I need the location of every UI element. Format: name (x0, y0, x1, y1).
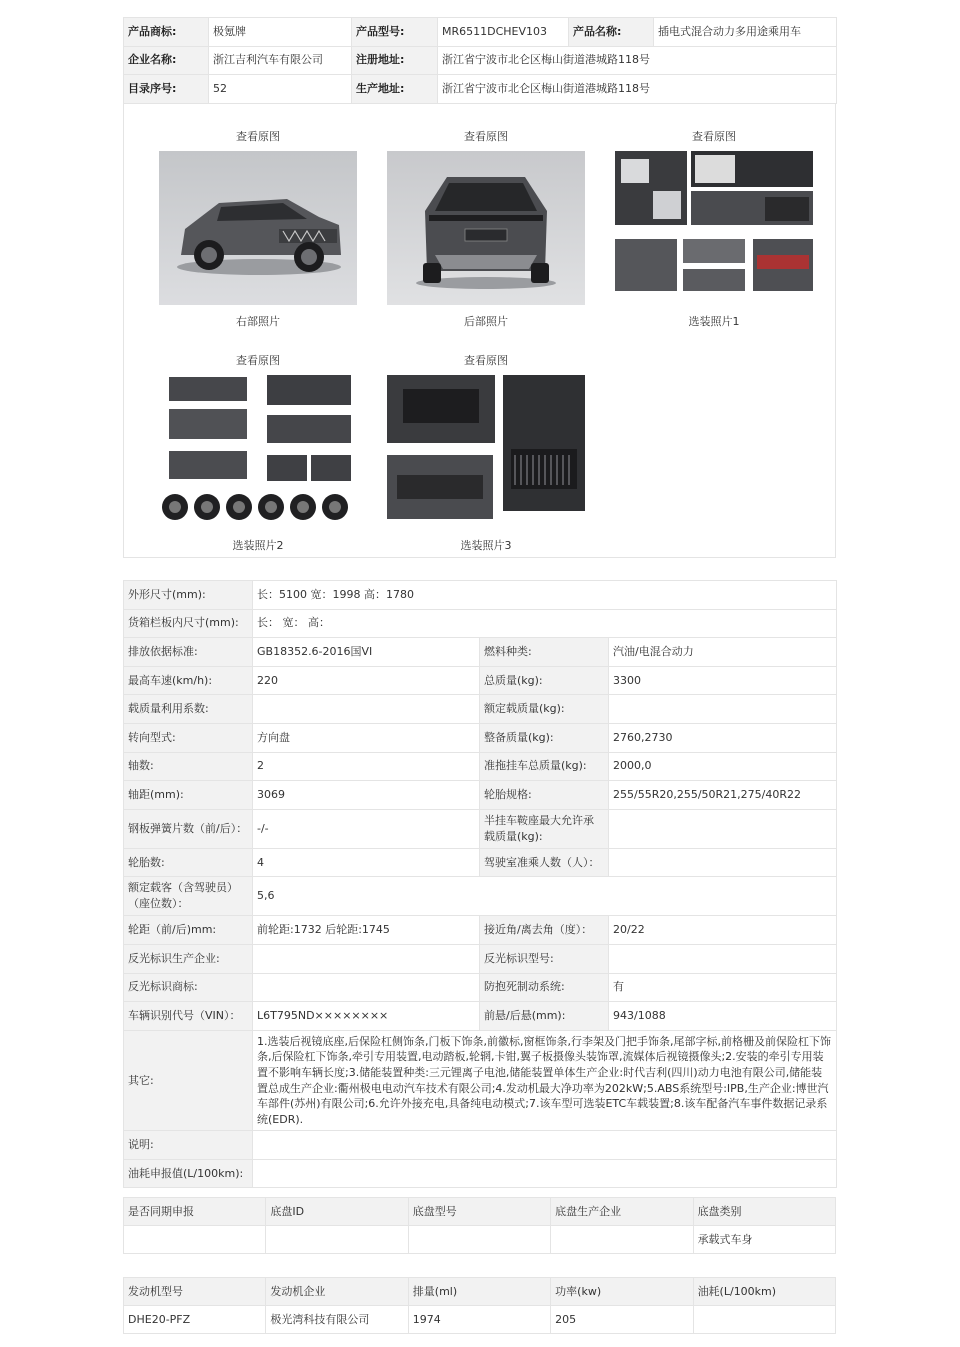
product-info-table (123, 17, 837, 104)
spec-value (253, 973, 480, 1002)
option-collage-2-image (159, 375, 357, 529)
photo-caption: 后部照片 (464, 315, 508, 328)
spec-value: 2 (253, 752, 480, 781)
suv-side-image (159, 151, 357, 305)
spec-value: 943/1088 (609, 1002, 837, 1031)
spec-label: 油耗申报值(L/100km): (124, 1159, 253, 1188)
spec-label: 额定载质量(kg): (480, 695, 609, 724)
engine-section (123, 1277, 836, 1334)
name-label: 产品名称: (569, 18, 654, 47)
photo-caption: 选装照片3 (460, 539, 512, 552)
brand-label: 产品商标: (124, 18, 209, 47)
spec-label: 转向型式: (124, 723, 253, 752)
option-collage-3-image (387, 375, 585, 529)
spec-value: 5,6 (253, 877, 837, 916)
table-row (124, 1131, 837, 1160)
company-value: 浙江吉利汽车有限公司 (209, 46, 352, 75)
column-header: 是否同期申报 (124, 1198, 266, 1226)
spec-label: 说明: (124, 1131, 253, 1160)
spec-value (253, 1159, 837, 1188)
spec-label: 前悬/后悬(mm): (480, 1002, 609, 1031)
engine-table (123, 1277, 836, 1334)
spec-value: 前轮距:1732 后轮距:1745 (253, 916, 480, 945)
spec-label: 驾驶室准乘人数（人）： (480, 848, 609, 877)
spec-value (253, 1131, 837, 1160)
spec-label: 燃料种类: (480, 638, 609, 667)
column-header: 底盘类别 (693, 1198, 835, 1226)
reg-addr-value: 浙江省宁波市北仑区梅山街道港城路118号 (438, 46, 837, 75)
table-row (124, 695, 837, 724)
rear-photo[interactable] (387, 151, 585, 305)
spec-value: GB18352.6-2016国VI (253, 638, 480, 667)
spec-label: 轴距(mm): (124, 781, 253, 810)
option-photo-2[interactable] (159, 375, 357, 529)
option-photo-1[interactable] (615, 151, 813, 305)
spec-label: 车辆识别代号（VIN）： (124, 1002, 253, 1031)
photo-card-option-1 (614, 129, 814, 329)
spec-label: 反光标识生产企业: (124, 944, 253, 973)
spec-label: 轮距（前/后)mm: (124, 916, 253, 945)
right-side-photo[interactable] (159, 151, 357, 305)
table-cell (266, 1226, 408, 1254)
view-original-link[interactable]: 查看原图 (692, 130, 736, 143)
table-row (124, 1306, 836, 1334)
spec-label: 其它: (124, 1030, 253, 1131)
spec-value: 4 (253, 848, 480, 877)
spec-label: 整备质量(kg): (480, 723, 609, 752)
spec-label: 防抱死制动系统: (480, 973, 609, 1002)
column-header: 底盘ID (266, 1198, 408, 1226)
photo-card-option-3 (386, 353, 586, 553)
spec-value (609, 944, 837, 973)
spec-label: 半挂车鞍座最大允许承载质量(kg): (480, 809, 609, 848)
table-row (124, 581, 837, 610)
table-row (124, 916, 837, 945)
view-original-link[interactable]: 查看原图 (464, 354, 508, 367)
photo-caption: 右部照片 (236, 315, 280, 328)
spec-value: 汽油/电混合动力 (609, 638, 837, 667)
table-row (124, 752, 837, 781)
brand-value: 极氪牌 (209, 18, 352, 47)
reg-addr-label: 注册地址: (352, 46, 438, 75)
spec-label: 最高车速(km/h): (124, 666, 253, 695)
table-cell (551, 1226, 693, 1254)
spec-value-other: 1.选装后视镜底座,后保险杠侧饰条,门板下饰条,前徽标,窗框饰条,行李架及门把手饰条,尾部字标,前格栅及前保险杠下饰条,后保险杠下饰条,牵引专用装置,电动踏板,轮辋,卡钳,翼子板摄像头装饰罩,流媒体后视镜摄像头;2.安装的牵引专用装置不影响车辆长度;3.储能装置种类:三元锂离子电池,储能装置单体生产企业:时代吉利(四川)动力电池有限公司,储能装置总成生产企业:衢州极电电动汽车技术有限公司;4.发动机最大净功率为202kW;5.ABS系统型号:IPB,生产企业:博世汽车部件(苏州)有限公司;6.允许外接充电,具备纯电动模式;7.该车型可选装ETC车载装置;8.该车配备汽车事件数据记录系统(EDR). (253, 1030, 837, 1131)
table-header-row (124, 1198, 836, 1226)
photo-card-option-2 (158, 353, 358, 553)
spec-label: 接近角/离去角（度）： (480, 916, 609, 945)
table-row (124, 1002, 837, 1031)
table-row (124, 1159, 837, 1188)
view-original-link[interactable]: 查看原图 (464, 130, 508, 143)
prod-addr-value: 浙江省宁波市北仑区梅山街道港城路118号 (438, 75, 837, 104)
spec-value: 长： 宽： 高： (253, 609, 837, 638)
spec-label: 总质量(kg): (480, 666, 609, 695)
spec-value: 255/55R20,255/50R21,275/40R22 (609, 781, 837, 810)
option-collage-1-image (615, 151, 813, 305)
spec-value: 有 (609, 973, 837, 1002)
option-photo-3[interactable] (387, 375, 585, 529)
spec-label: 反光标识型号: (480, 944, 609, 973)
table-row (124, 781, 837, 810)
table-row (124, 46, 837, 75)
product-info-section (123, 17, 836, 104)
spec-value (253, 944, 480, 973)
table-row (124, 809, 837, 848)
table-cell: 205 (551, 1306, 693, 1334)
spec-value: 20/22 (609, 916, 837, 945)
catalog-value: 52 (209, 75, 352, 104)
spec-label: 排放依据标准: (124, 638, 253, 667)
spec-value: L6T795ND×××××××× (253, 1002, 480, 1031)
column-header: 底盘生产企业 (551, 1198, 693, 1226)
table-row (124, 973, 837, 1002)
suv-rear-image (387, 151, 585, 305)
spec-value (609, 809, 837, 848)
column-header: 油耗(L/100km) (693, 1278, 835, 1306)
spec-value (609, 848, 837, 877)
table-row (124, 848, 837, 877)
table-row (124, 723, 837, 752)
spec-value: 2000,0 (609, 752, 837, 781)
table-cell: 承载式车身 (693, 1226, 835, 1254)
name-value: 插电式混合动力多用途乘用车 (654, 18, 837, 47)
spec-value: -/- (253, 809, 480, 848)
table-row (124, 1226, 836, 1254)
table-row (124, 666, 837, 695)
model-label: 产品型号: (352, 18, 438, 47)
table-cell: DHE20-PFZ (124, 1306, 266, 1334)
column-header: 排量(ml) (408, 1278, 550, 1306)
table-row (124, 877, 837, 916)
spec-label: 轴数: (124, 752, 253, 781)
column-header: 发动机型号 (124, 1278, 266, 1306)
spec-label: 额定载客（含驾驶员）（座位数）： (124, 877, 253, 916)
photo-gallery (123, 103, 836, 558)
chassis-section (123, 1197, 836, 1254)
spec-label: 外形尺寸(mm): (124, 581, 253, 610)
photo-caption: 选装照片1 (688, 315, 740, 328)
table-row (124, 1030, 837, 1131)
table-cell (693, 1306, 835, 1334)
spec-value: 220 (253, 666, 480, 695)
table-cell: 极光湾科技有限公司 (266, 1306, 408, 1334)
spec-value: 2760,2730 (609, 723, 837, 752)
table-row (124, 75, 837, 104)
spec-label: 钢板弹簧片数（前/后）： (124, 809, 253, 848)
spec-label: 准拖挂车总质量(kg): (480, 752, 609, 781)
company-label: 企业名称: (124, 46, 209, 75)
table-cell (408, 1226, 550, 1254)
table-cell (124, 1226, 266, 1254)
spec-value (609, 695, 837, 724)
view-original-link[interactable]: 查看原图 (236, 130, 280, 143)
column-header: 底盘型号 (408, 1198, 550, 1226)
chassis-table (123, 1197, 836, 1254)
table-row (124, 638, 837, 667)
catalog-label: 目录序号: (124, 75, 209, 104)
column-header: 发动机企业 (266, 1278, 408, 1306)
spec-label: 轮胎数: (124, 848, 253, 877)
specs-table (123, 580, 837, 1188)
spec-label: 反光标识商标: (124, 973, 253, 1002)
table-row (124, 944, 837, 973)
table-row (124, 18, 837, 47)
spec-label: 载质量利用系数: (124, 695, 253, 724)
photo-card-rear (386, 129, 586, 329)
photo-caption: 选装照片2 (232, 539, 284, 552)
column-header: 功率(kw) (551, 1278, 693, 1306)
spec-label: 轮胎规格: (480, 781, 609, 810)
model-value: MR6511DCHEV103 (438, 18, 569, 47)
view-original-link[interactable]: 查看原图 (236, 354, 280, 367)
specs-section (123, 580, 836, 1188)
table-cell: 1974 (408, 1306, 550, 1334)
spec-value (253, 695, 480, 724)
spec-value: 方向盘 (253, 723, 480, 752)
table-header-row (124, 1278, 836, 1306)
table-row (124, 609, 837, 638)
spec-value: 3300 (609, 666, 837, 695)
spec-value: 3069 (253, 781, 480, 810)
photo-card-right (158, 129, 358, 329)
spec-value: 长：5100 宽：1998 高：1780 (253, 581, 837, 610)
spec-label: 货箱栏板内尺寸(mm): (124, 609, 253, 638)
prod-addr-label: 生产地址: (352, 75, 438, 104)
